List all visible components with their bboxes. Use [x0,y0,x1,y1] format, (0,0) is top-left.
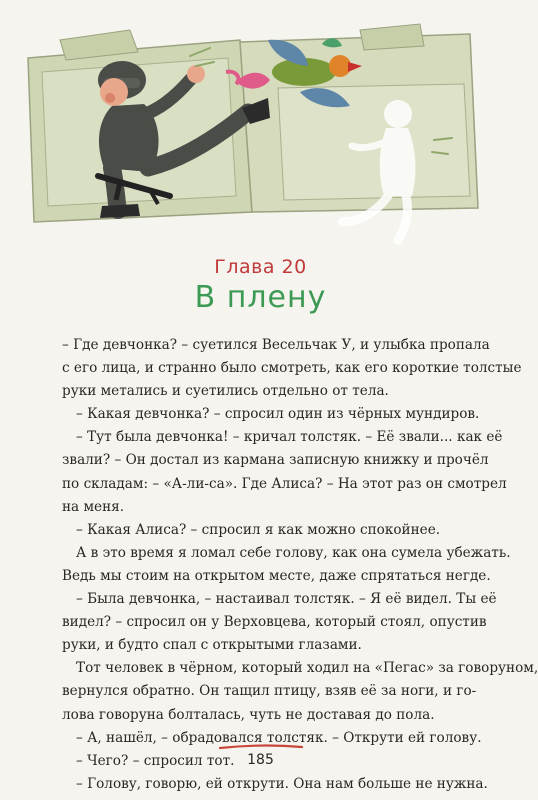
text-line: – Чего? – спросил тот. [76,752,235,769]
text-line: лова говоруна болталась, чуть не доставая до пола. [62,706,435,723]
decorative-line [218,744,304,750]
body-text [62,334,538,796]
text-line: руки метались и суетились отдельно от тела. [62,383,389,400]
text-line: – Какая девчонка? – спросил один из чёрных мундиров. [76,406,480,423]
text-line: с его лица, и странно было смотреть, как его короткие толстые [62,360,522,377]
text-line: по складам: – «А-ли-са». Где Алиса? – На этот раз он смотрел [62,475,507,492]
text-line: – Была девчонка, – настаивал толстяк. – Я её видел. Ты её [76,591,497,608]
text-line: – Где девчонка? – суетился Весельчак У, и улыбка пропала [62,337,490,353]
chapter-title: В плену [194,280,327,315]
text-line: – Какая Алиса? – спросил я как можно спокойнее. [76,521,441,538]
text-line: – Голову, говорю, ей открути. Она нам больше не нужна. [76,775,488,792]
text-line: Тот человек в чёрном, который ходил на «Пегас» за говоруном, [76,660,538,677]
text-line: А в это время я ломал себе голову, как она сумела убежать. [76,544,511,561]
chapter-illustration [0,0,521,250]
text-line: звали? – Он достал из кармана записную книжку и прочёл [62,452,489,469]
text-line: – Тут была девчонка! – кричал толстяк. – Её звали... как её [76,429,503,446]
text-line: видел? – спросил он у Верховцева, который стоял, опустив [62,614,487,631]
text-line: – А, нашёл, – обрадовался толстяк. – Открути ей голову. [76,729,482,746]
text-line: вернулся обратно. Он тащил птицу, взяв её за ноги, и го- [62,683,477,700]
text-line: Ведь мы стоим на открытом месте, даже спрятаться негде. [62,567,491,584]
chapter-number: Глава 20 [214,256,307,278]
text-line: на меня. [62,498,125,515]
text-line: руки, и будто спал с открытыми глазами. [62,637,362,654]
page-number: 185 [247,752,274,768]
